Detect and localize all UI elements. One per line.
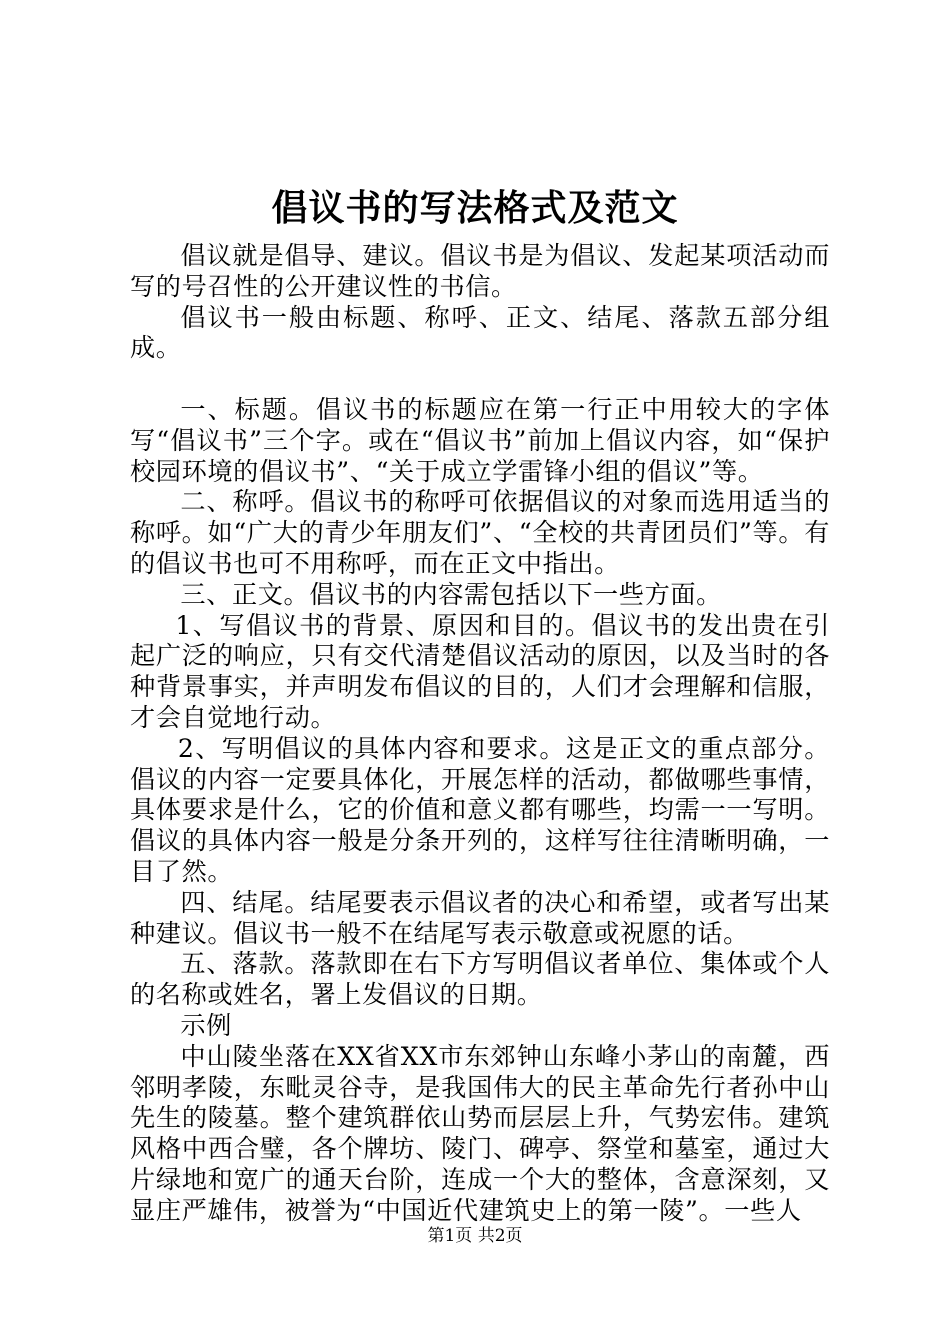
paragraph-ending-section: 四、结尾。结尾要表示倡议者的决心和希望，或者写出某种建议。倡议书一般不在结尾写表示敬意或祝愿的话。 xyxy=(130,887,830,948)
paragraph-title-section: 一、标题。倡议书的标题应在第一行正中用较大的字体写“倡议书”三个字。或在“倡议书”前加上倡议内容，如“保护校园环境的倡议书”、“关于成立学雷锋小组的倡议”等。 xyxy=(130,394,830,486)
page-footer: 第1页 共2页 xyxy=(427,1226,523,1246)
document-body xyxy=(130,241,830,1227)
paragraph-example-text: 中山陵坐落在XX省XX市东郊钟山东峰小茅山的南麓，西邻明孝陵，东毗灵谷寺，是我国伟大的民主革命先行者孙中山先生的陵墓。整个建筑群依山势而层层上升，气势宏伟。建筑风格中西合璧，各个牌坊、陵门、碑亭、祭堂和墓室，通过大片绿地和宽广的通天台阶，连成一个大的整体，含意深刻，又显庄严雄伟，被誉为“中国近代建筑史上的第一陵”。一些人 xyxy=(130,1041,830,1225)
paragraph-salutation-section: 二、称呼。倡议书的称呼可依据倡议的对象而选用适当的称呼。如“广大的青少年朋友们”、“全校的共青团员们”等。有的倡议书也可不用称呼，而在正文中指出。 xyxy=(130,487,830,578)
paragraph-body-point-1: 1、写倡议书的背景、原因和目的。倡议书的发出贵在引起广泛的响应，只有交代清楚倡议活动的原因，以及当时的各种背景事实，并声明发布倡议的目的，人们才会理解和信服，才会自觉地行动。 xyxy=(130,610,830,732)
paragraph-intro: 倡议就是倡导、建议。倡议书是为倡议、发起某项活动而写的号召性的公开建议性的书信。 xyxy=(130,241,830,301)
paragraph-signature-section: 五、落款。落款即在右下方写明倡议者单位、集体或个人的名称或姓名，署上发倡议的日期。 xyxy=(130,949,830,1010)
paragraph-body-point-2: 2、写明倡议的具体内容和要求。这是正文的重点部分。倡议的内容一定要具体化，开展怎样的活动，都做哪些事情，具体要求是什么，它的价值和意义都有哪些，均需一一写明。倡议的具体内容一般是分条开列的，这样写往往清晰明确，一目了然。 xyxy=(130,733,830,886)
paragraph-structure: 倡议书一般由标题、称呼、正文、结尾、落款五部分组成。 xyxy=(130,302,830,363)
paragraph-body-section: 三、正文。倡议书的内容需包括以下一些方面。 xyxy=(180,579,722,609)
document-title: 倡议书的写法格式及范文 xyxy=(271,187,679,229)
paragraph-example-heading: 示例 xyxy=(180,1010,232,1040)
